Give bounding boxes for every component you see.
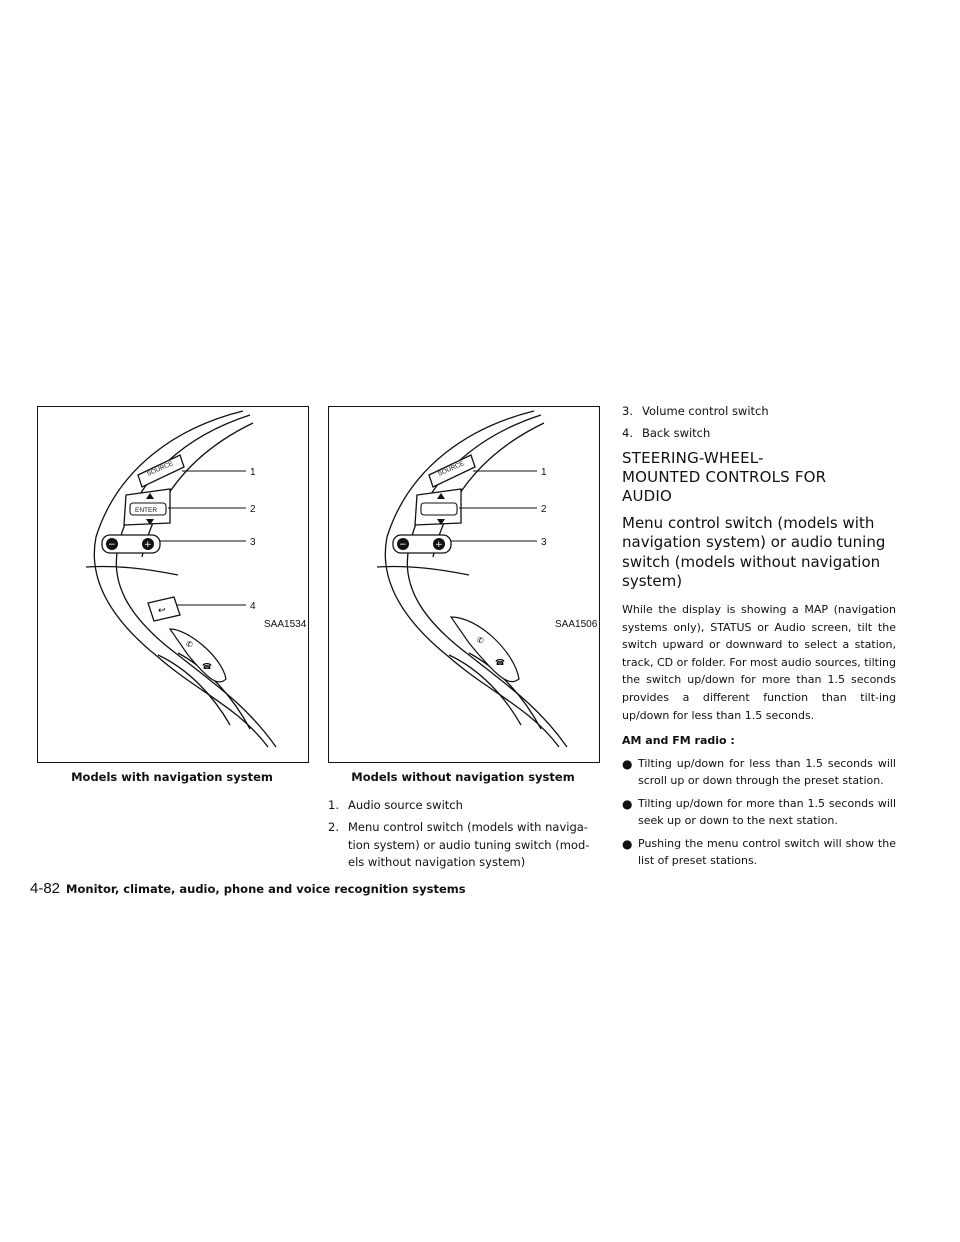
callout-3: 3 — [250, 537, 256, 548]
svg-text:✆: ✆ — [477, 636, 484, 645]
svg-text:+: + — [144, 540, 152, 550]
list-item-number: 1. — [328, 798, 339, 812]
footer-title: Monitor, climate, audio, phone and voice recognition systems — [66, 882, 466, 896]
page-footer — [30, 880, 466, 897]
figure-caption: Models without navigation system — [351, 770, 575, 784]
callout-2: 2 — [250, 504, 256, 515]
audio-tuning-switch — [415, 489, 461, 525]
steering-wheel-illustration-nav — [38, 407, 308, 762]
legend-column — [328, 797, 598, 876]
svg-text:☎: ☎ — [495, 658, 505, 667]
bullet-text: Pushing the menu control switch will show the list of preset stations. — [638, 837, 896, 868]
list-item-text: Audio source switch — [348, 798, 463, 812]
right-column — [622, 403, 896, 875]
bullet-text: Tilting up/down for more than 1.5 seconds will seek up or down to the next station. — [638, 797, 896, 828]
list-item — [622, 425, 896, 443]
svg-text:↩: ↩ — [158, 606, 166, 616]
list-item — [622, 403, 896, 421]
figure-without-navigation — [328, 406, 600, 763]
list-item-number: 2. — [328, 819, 339, 834]
bullet-list — [622, 755, 896, 869]
callout-1: 1 — [541, 467, 547, 478]
source-label: SOURCE — [145, 460, 175, 478]
body-paragraph: While the display is showing a MAP (navigation systems only), STATUS or Audio screen, tilt the switch upward or downward to select a station, track, CD or folder. For most audio sources, tilting the switch up/down for more than 1.5 seconds provides a different function than tilt-ing up/down for less than 1.5 seconds. — [622, 602, 896, 722]
figure-caption: Models with navigation system — [71, 770, 273, 784]
list-item — [328, 797, 598, 815]
list-item-text: Back switch — [642, 425, 711, 440]
list-item-text: Menu control switch (models with naviga-tion system) or audio tuning switch (mod-els without navigation system) — [348, 819, 590, 870]
list-item-text: Volume control switch — [642, 404, 769, 418]
svg-text:+: + — [435, 540, 443, 550]
bullet-icon: ● — [622, 757, 633, 772]
svg-text:☎: ☎ — [202, 662, 212, 671]
callout-4: 4 — [250, 601, 256, 612]
volume-control-switch — [102, 535, 160, 553]
svg-text:−: − — [399, 540, 407, 550]
page-number: 4-82 — [30, 880, 61, 897]
figure-code: SAA1506 — [555, 619, 598, 630]
legend-list — [328, 797, 598, 872]
svg-text:✆: ✆ — [186, 640, 193, 649]
list-item — [622, 755, 896, 789]
section-heading: STEERING-WHEEL-MOUNTED CONTROLS FOR AUDIO — [622, 448, 827, 505]
callout-1: 1 — [250, 467, 256, 478]
list-item-number: 3. — [622, 404, 633, 418]
sub-heading: Menu control switch (models with navigation system) or audio tuning switch (models without navigation system) — [622, 514, 886, 590]
steering-wheel-illustration-no-nav — [329, 407, 599, 762]
bullet-icon: ● — [622, 837, 633, 852]
volume-control-switch — [393, 535, 451, 553]
back-switch — [148, 597, 180, 621]
source-label: SOURCE — [436, 460, 466, 478]
list-item-number: 4. — [622, 425, 633, 440]
svg-text:−: − — [108, 540, 116, 550]
callout-2: 2 — [541, 504, 547, 515]
list-item — [622, 795, 896, 829]
menu-control-switch — [124, 489, 170, 525]
figure-code: SAA1534 — [264, 619, 307, 630]
radio-heading: AM and FM radio : — [622, 734, 735, 748]
list-item — [622, 835, 896, 869]
bullet-text: Tilting up/down for less than 1.5 seconds will scroll up or down through the preset station. — [638, 757, 896, 788]
legend-list-continued — [622, 403, 896, 443]
bullet-icon: ● — [622, 797, 633, 812]
figure-with-navigation — [37, 406, 309, 763]
list-item — [328, 819, 598, 872]
callout-3: 3 — [541, 537, 547, 548]
enter-label: ENTER — [135, 507, 158, 514]
